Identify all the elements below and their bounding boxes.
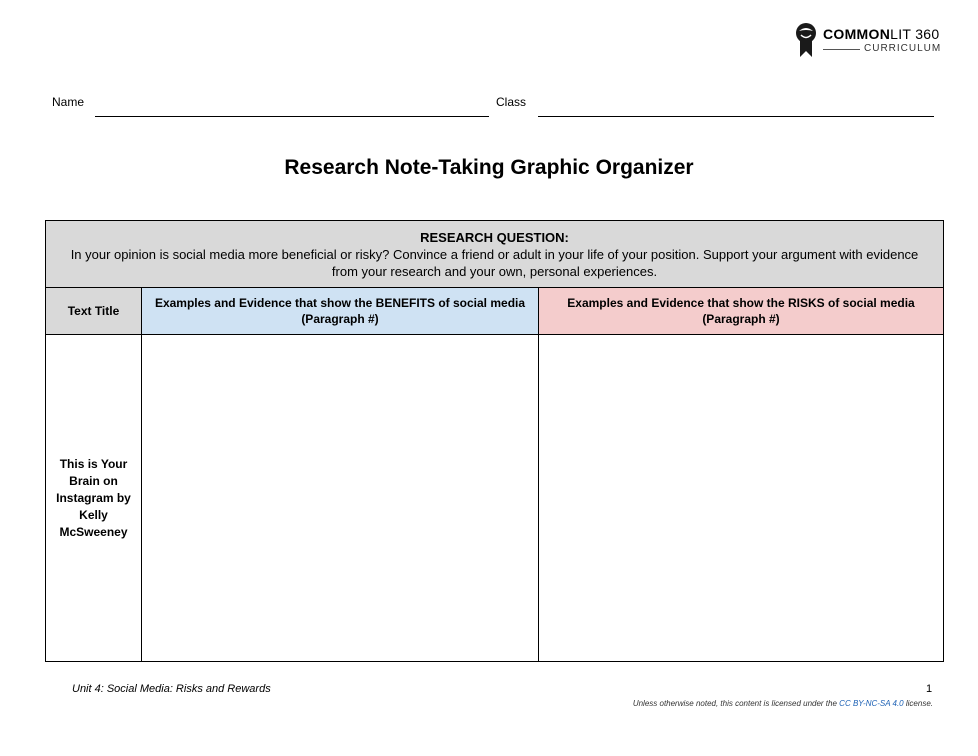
row-text-title: This is Your Brain on Instagram by Kelly McSweeney: [46, 335, 142, 661]
footer-unit: Unit 4: Social Media: Risks and Rewards: [72, 683, 271, 695]
header-risks-label: Examples and Evidence that show the RISKS of social media: [567, 296, 915, 310]
benefits-notes-cell[interactable]: [142, 335, 539, 661]
logo-rule: [823, 49, 860, 50]
class-label: Class: [496, 95, 527, 109]
commonlit-logo: [793, 20, 953, 60]
license-link[interactable]: CC BY-NC-SA 4.0: [839, 699, 904, 708]
research-question-text: In your opinion is social media more beneficial or risky? Convince a friend or adult in your life of your position. Support your argument with evidence from your research and your own, personal experiences.: [70, 246, 919, 279]
header-benefits: [142, 288, 539, 335]
license-prefix: Unless otherwise noted, this content is licensed under the: [632, 699, 837, 708]
name-line[interactable]: [95, 116, 489, 117]
research-question-label: RESEARCH QUESTION:: [420, 229, 569, 245]
license-suffix: license.: [905, 699, 933, 708]
class-line[interactable]: [538, 116, 934, 117]
logo-emblem-icon: [793, 20, 819, 60]
header-text-title: Text Title: [46, 288, 142, 335]
risks-notes-cell[interactable]: [539, 335, 943, 661]
name-label: Name: [52, 95, 85, 109]
logo-wordmark: COMMONLIT 360: [823, 26, 940, 42]
header-risks-paragraph: (Paragraph #): [702, 312, 780, 326]
research-question-cell: [46, 221, 943, 288]
license-notice: [633, 699, 933, 708]
header-benefits-paragraph: (Paragraph #): [301, 312, 379, 326]
page-title: Research Note-Taking Graphic Organizer: [284, 156, 694, 179]
header-benefits-label: Examples and Evidence that show the BENEFITS of social media: [154, 296, 526, 310]
header-risks: [539, 288, 943, 335]
page-number: 1: [926, 683, 933, 695]
organizer-table: [45, 220, 944, 662]
logo-subtitle: CURRICULUM: [864, 43, 942, 54]
